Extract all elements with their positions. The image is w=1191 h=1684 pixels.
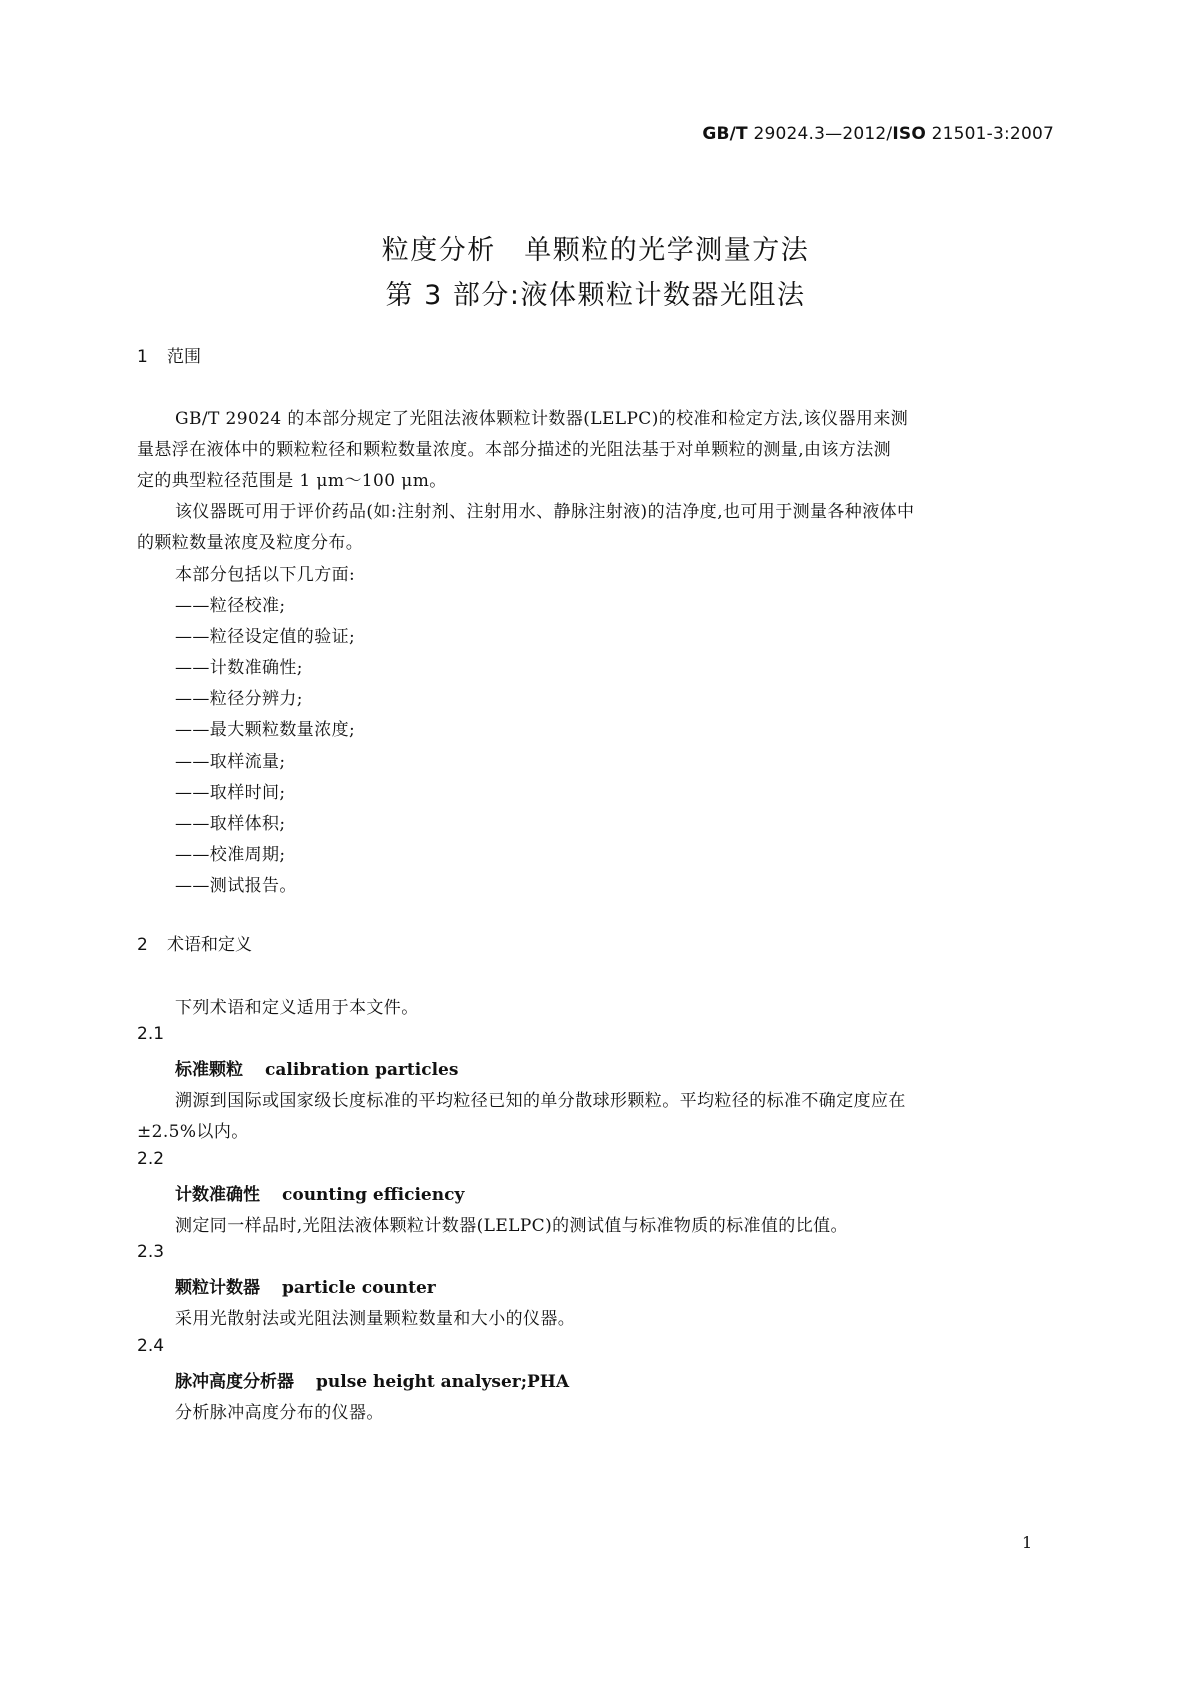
list-item: ——校准周期; [175,845,286,865]
term-number: 2.1 [137,1024,165,1044]
section-1-paragraph-line: 的颗粒数量浓度及粒度分布。 [137,533,364,553]
list-item: ——计数准确性; [175,658,303,678]
section-1-paragraph-line: 该仪器既可用于评价药品(如:注射剂、注射用水、静脉注射液)的洁净度,也可用于测量各种液体中 [175,502,915,522]
section-1-paragraph-line: 定的典型粒径范围是 1 μm～100 μm。 [137,471,447,491]
standard-number: 29024.3—2012/ [753,124,893,144]
term-number: 2.2 [137,1149,165,1169]
section-1-paragraph-line: 量悬浮在液体中的颗粒粒径和颗粒数量浓度。本部分描述的光阻法基于对单颗粒的测量,由该方法测 [137,440,892,460]
term-heading: 计数准确性 counting efficiency [175,1185,465,1205]
list-item: ——取样流量; [175,752,286,772]
list-item: ——粒径设定值的验证; [175,627,356,647]
term-definition: 测定同一样品时,光阻法液体颗粒计数器(LELPC)的测试值与标准物质的标准值的比值。 [175,1216,848,1236]
document-title-line1: 粒度分析 单颗粒的光学测量方法 [381,235,810,266]
term-heading: 标准颗粒 calibration particles [175,1060,459,1080]
term-heading: 脉冲高度分析器 pulse height analyser;PHA [175,1372,570,1392]
term-definition: 分析脉冲高度分布的仪器。 [175,1403,384,1423]
iso-number: 21501-3:2007 [931,124,1054,144]
document-title-line2: 第 3 部分:液体颗粒计数器光阻法 [385,280,806,311]
list-item: ——取样时间; [175,783,286,803]
list-item: ——取样体积; [175,814,286,834]
section-2-intro: 下列术语和定义适用于本文件。 [175,998,419,1018]
section-1-paragraph-line: 本部分包括以下几方面: [175,565,356,585]
section-1-paragraph-line: GB/T 29024 的本部分规定了光阻法液体颗粒计数器(LELPC)的校准和检定方法,该仪器用来测 [175,409,909,429]
term-number: 2.4 [137,1336,165,1356]
standard-prefix: GB/T [702,124,748,144]
iso-prefix: ISO [892,124,926,144]
term-heading: 颗粒计数器 particle counter [175,1278,436,1298]
list-item: ——测试报告。 [175,876,297,896]
term-definition: ±2.5%以内。 [137,1122,249,1142]
section-1-heading: 1 范围 [137,347,201,367]
term-definition: 溯源到国际或国家级长度标准的平均粒径已知的单分散球形颗粒。平均粒径的标准不确定度应在 [175,1091,906,1111]
term-definition: 采用光散射法或光阻法测量颗粒数量和大小的仪器。 [175,1309,576,1329]
section-2-heading: 2 术语和定义 [137,935,252,955]
page-number: 1 [1022,1533,1033,1552]
list-item: ——粒径分辨力; [175,689,303,709]
term-number: 2.3 [137,1242,165,1262]
list-item: ——粒径校准; [175,596,286,616]
list-item: ——最大颗粒数量浓度; [175,720,356,740]
standard-code [702,124,1054,144]
